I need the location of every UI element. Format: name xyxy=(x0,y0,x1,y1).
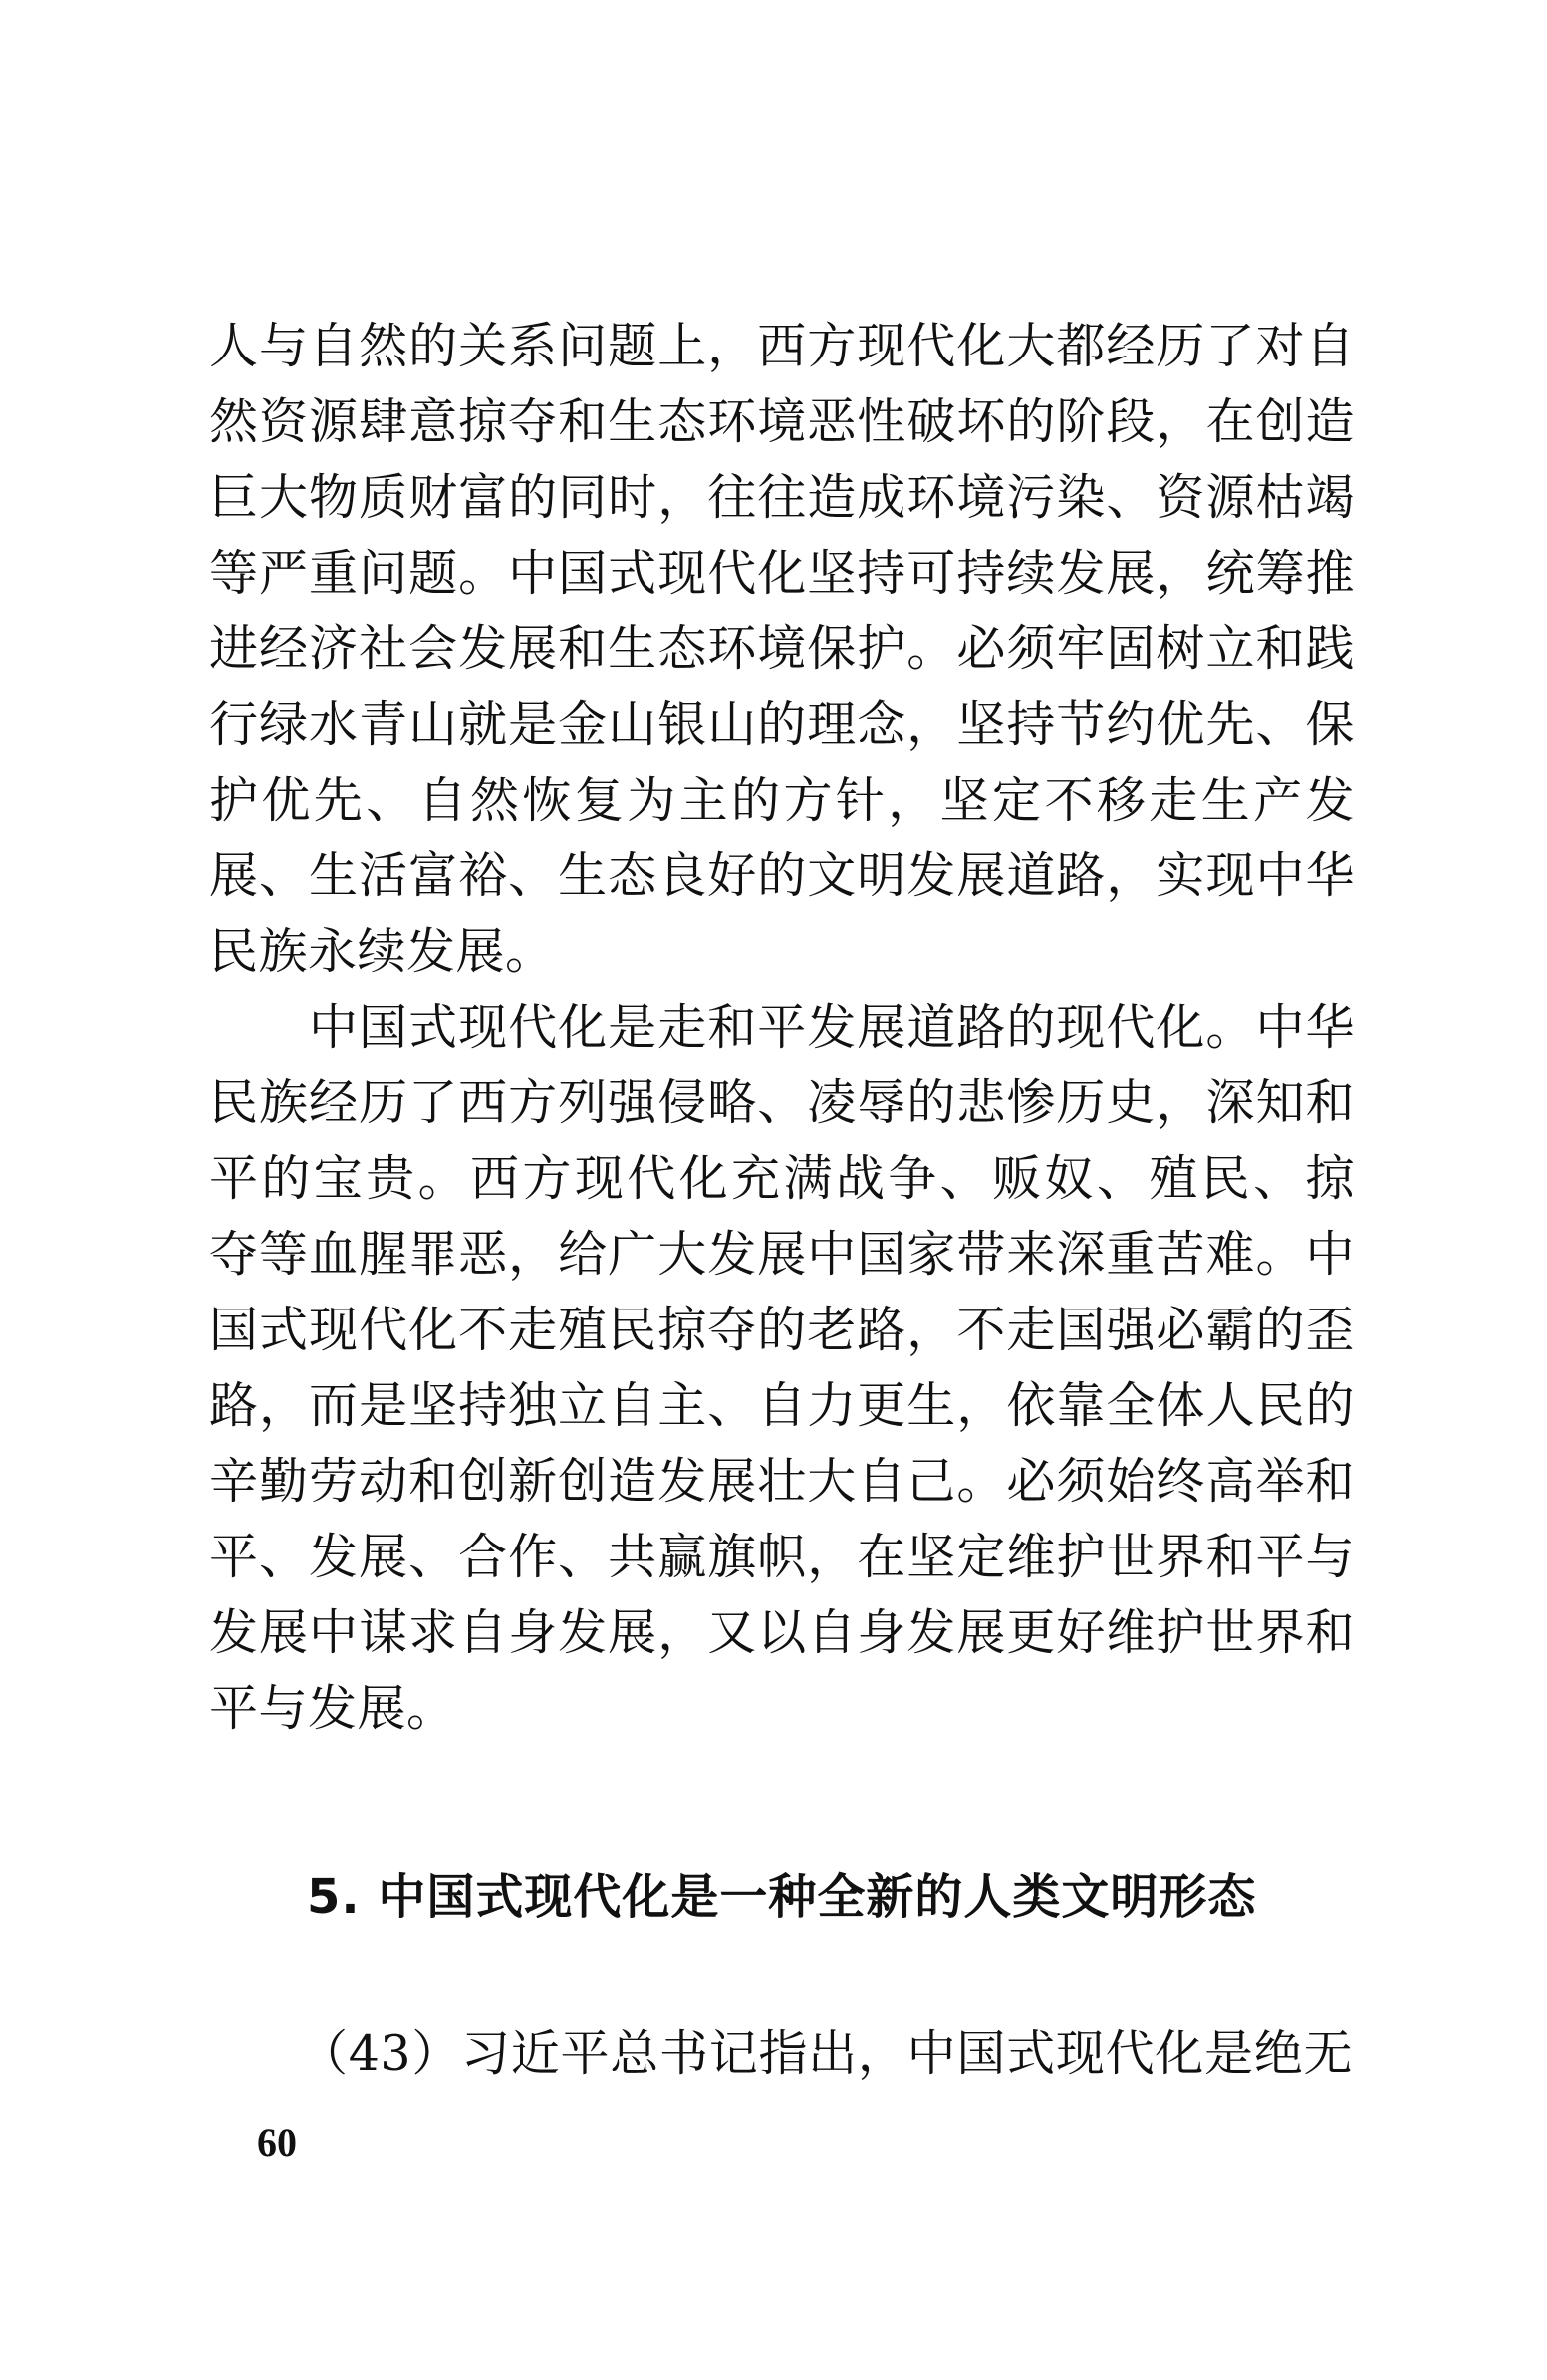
paragraph-line: 等严重问题。中国式现代化坚持可持续发展，统筹推 xyxy=(209,545,1355,601)
paragraph-line: 民族永续发展。 xyxy=(209,923,555,980)
paragraph-line: 夺等血腥罪恶，给广大发展中国家带来深重苦难。中 xyxy=(209,1226,1355,1283)
body-text xyxy=(209,309,1355,1747)
paragraph-3-first-line: （43）习近平总书记指出，中国式现代化是绝无 xyxy=(299,2025,1353,2082)
paragraph-line: 平与发展。 xyxy=(209,1680,456,1737)
paragraph-line: 行绿水青山就是金山银山的理念，坚持节约优先、保 xyxy=(209,696,1355,753)
paragraph-line: 展、生活富裕、生态良好的文明发展道路，实现中华 xyxy=(209,847,1355,904)
paragraph-line: 民族经历了西方列强侵略、凌辱的悲惨历史，深知和 xyxy=(209,1074,1355,1131)
paragraph-line: 路，而是坚持独立自主、自力更生，依靠全体人民的 xyxy=(209,1377,1355,1434)
paragraph-line: 然资源肆意掠夺和生态环境恶性破坏的阶段，在创造 xyxy=(209,393,1355,450)
paragraph-line: 辛勤劳动和创新创造发展壮大自己。必须始终高举和 xyxy=(209,1453,1355,1510)
paragraph-line: 平的宝贵。西方现代化充满战争、贩奴、殖民、掠 xyxy=(209,1150,1355,1207)
section-heading: 5. 中国式现代化是一种全新的人类文明形态 xyxy=(307,1869,1257,1925)
paragraph-line: 护优先、自然恢复为主的方针，坚定不移走生产发 xyxy=(209,772,1355,829)
paragraph-line: 进经济社会发展和生态环境保护。必须牢固树立和践 xyxy=(209,620,1355,677)
paragraph-line: 巨大物质财富的同时，往往造成环境污染、资源枯竭 xyxy=(209,469,1355,526)
paragraph-1 xyxy=(209,309,1355,990)
paragraph-line: 人与自然的关系问题上，西方现代化大都经历了对自 xyxy=(209,318,1355,374)
paragraph-line: 平、发展、合作、共赢旗帜，在坚定维护世界和平与 xyxy=(209,1529,1355,1585)
page-number: 60 xyxy=(257,2120,297,2165)
paragraph-2 xyxy=(209,990,1355,1747)
paragraph-line: 中国式现代化是走和平发展道路的现代化。中华 xyxy=(309,999,1355,1056)
paragraph-line: 发展中谋求自身发展，又以自身发展更好维护世界和 xyxy=(209,1604,1355,1661)
paragraph-line: 国式现代化不走殖民掠夺的老路，不走国强必霸的歪 xyxy=(209,1302,1355,1358)
